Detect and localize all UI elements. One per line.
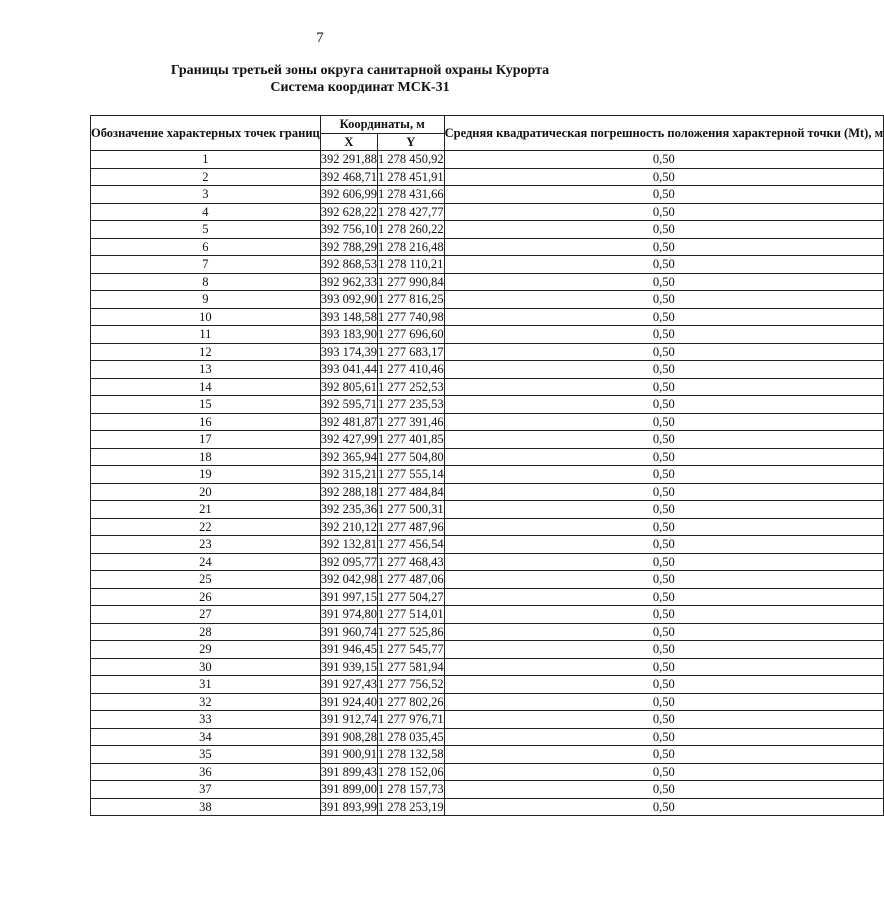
cell-x: 393 148,58 — [320, 309, 377, 324]
cell-error: 0,50 — [444, 203, 883, 221]
table-row — [91, 483, 884, 501]
table-row — [91, 361, 884, 379]
cell-y: 1 278 035,45 — [378, 729, 444, 744]
cell-error: 0,50 — [444, 291, 883, 309]
cell-y: 1 277 235,53 — [378, 397, 444, 411]
cell-point-number: 28 — [91, 623, 321, 641]
cell-y: 1 277 504,80 — [378, 449, 444, 464]
table-row — [91, 658, 884, 676]
cell-error: 0,50 — [444, 396, 883, 414]
cell-y: 1 278 427,77 — [378, 204, 444, 219]
table-row — [91, 168, 884, 186]
table-row — [91, 588, 884, 606]
cell-error: 0,50 — [444, 343, 883, 361]
cell-x: 393 174,39 — [320, 344, 377, 359]
cell-y: 1 277 504,27 — [378, 589, 444, 604]
cell-error: 0,50 — [444, 326, 883, 344]
cell-error: 0,50 — [444, 588, 883, 606]
cell-y: 1 278 451,91 — [378, 169, 444, 184]
cell-point-number: 37 — [91, 781, 321, 799]
cell-point-number: 36 — [91, 763, 321, 781]
cell-x: 392 756,10 — [320, 222, 377, 236]
table-row — [91, 221, 884, 239]
cell-error: 0,50 — [444, 606, 883, 624]
title-line-2: Система координат МСК-31 — [270, 80, 450, 95]
cell-y: 1 278 132,58 — [378, 747, 444, 761]
cell-y: 1 277 410,46 — [378, 362, 444, 376]
cell-y: 1 278 450,92 — [378, 152, 444, 166]
cell-point-number: 29 — [91, 641, 321, 659]
cell-point-number: 20 — [91, 483, 321, 501]
cell-error: 0,50 — [444, 378, 883, 396]
cell-y: 1 277 484,84 — [378, 484, 444, 499]
cell-x: 391 893,99 — [320, 799, 377, 814]
cell-x: 392 427,99 — [320, 432, 377, 446]
table-row — [91, 641, 884, 659]
cell-point-number: 10 — [91, 308, 321, 326]
table-row — [91, 273, 884, 291]
table-row — [91, 203, 884, 221]
cell-point-number: 9 — [91, 291, 321, 309]
cell-error: 0,50 — [444, 466, 883, 484]
cell-x: 392 315,21 — [320, 467, 377, 481]
cell-y: 1 277 525,86 — [378, 624, 444, 639]
cell-error: 0,50 — [444, 781, 883, 799]
cell-y: 1 277 401,85 — [378, 432, 444, 446]
cell-error: 0,50 — [444, 763, 883, 781]
cell-error: 0,50 — [444, 728, 883, 746]
cell-x: 392 788,29 — [320, 239, 377, 254]
cell-x: 391 927,43 — [320, 677, 377, 691]
cell-y: 1 277 487,06 — [378, 572, 444, 586]
cell-y: 1 277 990,84 — [378, 274, 444, 289]
cell-x: 391 960,74 — [320, 624, 377, 639]
cell-x: 392 805,61 — [320, 379, 377, 394]
cell-x: 392 595,71 — [320, 397, 377, 411]
table-row — [91, 431, 884, 449]
cell-y: 1 278 253,19 — [378, 799, 444, 814]
cell-y: 1 278 157,73 — [378, 782, 444, 796]
header-error: Средняя квадратическая погрешность положения характерной точки (Mt), м — [444, 116, 883, 151]
table-row — [91, 326, 884, 344]
table-row — [91, 448, 884, 466]
table-row — [91, 781, 884, 799]
cell-y: 1 277 581,94 — [378, 659, 444, 674]
cell-point-number: 4 — [91, 203, 321, 221]
cell-point-number: 38 — [91, 798, 321, 816]
cell-y: 1 277 976,71 — [378, 712, 444, 726]
cell-point-number: 13 — [91, 361, 321, 379]
cell-point-number: 5 — [91, 221, 321, 239]
cell-x: 392 095,77 — [320, 554, 377, 569]
cell-point-number: 27 — [91, 606, 321, 624]
table-row — [91, 256, 884, 274]
cell-y: 1 277 740,98 — [378, 309, 444, 324]
table-row — [91, 151, 884, 169]
cell-x: 391 946,45 — [320, 642, 377, 656]
cell-y: 1 278 216,48 — [378, 239, 444, 254]
cell-error: 0,50 — [444, 501, 883, 519]
cell-point-number: 33 — [91, 711, 321, 729]
cell-point-number: 3 — [91, 186, 321, 204]
cell-x: 391 939,15 — [320, 659, 377, 674]
cell-point-number: 14 — [91, 378, 321, 396]
table-row — [91, 501, 884, 519]
header-x: X — [320, 133, 377, 151]
table-row — [91, 518, 884, 536]
table-row — [91, 728, 884, 746]
table-row — [91, 536, 884, 554]
table-row — [91, 413, 884, 431]
cell-error: 0,50 — [444, 658, 883, 676]
cell-error: 0,50 — [444, 623, 883, 641]
table-row — [91, 676, 884, 694]
cell-point-number: 18 — [91, 448, 321, 466]
cell-error: 0,50 — [444, 553, 883, 571]
cell-point-number: 22 — [91, 518, 321, 536]
cell-point-number: 2 — [91, 168, 321, 186]
table-row — [91, 291, 884, 309]
table-row — [91, 378, 884, 396]
cell-error: 0,50 — [444, 308, 883, 326]
cell-y: 1 278 260,22 — [378, 222, 444, 236]
cell-point-number: 31 — [91, 676, 321, 694]
table-body — [91, 151, 884, 816]
cell-error: 0,50 — [444, 798, 883, 816]
cell-y: 1 277 456,54 — [378, 537, 444, 551]
cell-x: 392 288,18 — [320, 484, 377, 499]
cell-y: 1 277 514,01 — [378, 607, 444, 621]
cell-x: 392 606,99 — [320, 187, 377, 201]
cell-error: 0,50 — [444, 518, 883, 536]
cell-x: 391 908,28 — [320, 729, 377, 744]
cell-error: 0,50 — [444, 151, 883, 169]
header-y: Y — [378, 133, 445, 151]
table-row — [91, 798, 884, 816]
cell-y: 1 277 555,14 — [378, 467, 444, 481]
page-number: 7 — [316, 30, 324, 46]
cell-y: 1 277 391,46 — [378, 414, 444, 429]
cell-x: 391 997,15 — [320, 589, 377, 604]
table-row — [91, 466, 884, 484]
cell-x: 391 899,00 — [320, 782, 377, 796]
cell-point-number: 32 — [91, 693, 321, 711]
cell-x: 392 962,33 — [320, 274, 377, 289]
cell-y: 1 277 487,96 — [378, 519, 444, 534]
cell-x: 392 868,53 — [320, 257, 377, 271]
cell-error: 0,50 — [444, 483, 883, 501]
table-row — [91, 711, 884, 729]
table-row — [91, 343, 884, 361]
cell-error: 0,50 — [444, 676, 883, 694]
table-row — [91, 763, 884, 781]
document-title — [0, 62, 640, 96]
cell-error: 0,50 — [444, 221, 883, 239]
cell-x: 392 481,87 — [320, 414, 377, 429]
cell-point-number: 30 — [91, 658, 321, 676]
table-row — [91, 308, 884, 326]
cell-x: 392 291,88 — [320, 152, 377, 166]
cell-error: 0,50 — [444, 238, 883, 256]
cell-point-number: 24 — [91, 553, 321, 571]
cell-point-number: 21 — [91, 501, 321, 519]
cell-x: 392 468,71 — [320, 169, 377, 184]
cell-x: 392 132,81 — [320, 537, 377, 551]
cell-point-number: 17 — [91, 431, 321, 449]
cell-error: 0,50 — [444, 256, 883, 274]
cell-y: 1 277 816,25 — [378, 292, 444, 306]
cell-y: 1 278 110,21 — [378, 257, 444, 271]
cell-point-number: 12 — [91, 343, 321, 361]
cell-x: 391 900,91 — [320, 747, 377, 761]
cell-point-number: 1 — [91, 151, 321, 169]
cell-point-number: 35 — [91, 746, 321, 764]
cell-y: 1 277 468,43 — [378, 554, 444, 569]
cell-x: 391 899,43 — [320, 764, 377, 779]
cell-point-number: 16 — [91, 413, 321, 431]
cell-error: 0,50 — [444, 273, 883, 291]
cell-point-number: 6 — [91, 238, 321, 256]
title-line-1: Границы третьей зоны округа санитарной охраны Курорта — [170, 63, 550, 78]
cell-error: 0,50 — [444, 711, 883, 729]
cell-point-number: 23 — [91, 536, 321, 554]
cell-error: 0,50 — [444, 693, 883, 711]
cell-error: 0,50 — [444, 571, 883, 589]
cell-x: 393 183,90 — [320, 327, 377, 341]
cell-error: 0,50 — [444, 641, 883, 659]
cell-point-number: 15 — [91, 396, 321, 414]
cell-x: 391 974,80 — [320, 607, 377, 621]
header-point: Обозначение характерных точек границ — [91, 116, 321, 151]
cell-point-number: 19 — [91, 466, 321, 484]
cell-x: 393 092,90 — [320, 292, 377, 306]
table-row — [91, 186, 884, 204]
header-coordinates: Координаты, м — [320, 116, 444, 134]
cell-point-number: 26 — [91, 588, 321, 606]
cell-error: 0,50 — [444, 413, 883, 431]
cell-x: 392 365,94 — [320, 449, 377, 464]
cell-error: 0,50 — [444, 186, 883, 204]
table-row — [91, 746, 884, 764]
cell-x: 392 210,12 — [320, 519, 377, 534]
cell-y: 1 277 696,60 — [378, 327, 444, 341]
table-row — [91, 623, 884, 641]
cell-error: 0,50 — [444, 168, 883, 186]
cell-x: 391 924,40 — [320, 694, 377, 709]
cell-y: 1 277 802,26 — [378, 694, 444, 709]
table-row — [91, 396, 884, 414]
cell-x: 392 235,36 — [320, 502, 377, 516]
cell-error: 0,50 — [444, 536, 883, 554]
cell-error: 0,50 — [444, 448, 883, 466]
table-row — [91, 571, 884, 589]
cell-y: 1 278 152,06 — [378, 764, 444, 779]
cell-x: 392 628,22 — [320, 204, 377, 219]
cell-y: 1 277 756,52 — [378, 677, 444, 691]
cell-point-number: 25 — [91, 571, 321, 589]
cell-error: 0,50 — [444, 746, 883, 764]
cell-x: 391 912,74 — [320, 712, 377, 726]
coordinates-table — [90, 115, 884, 816]
table-row — [91, 693, 884, 711]
cell-y: 1 278 431,66 — [378, 187, 444, 201]
cell-point-number: 8 — [91, 273, 321, 291]
table-row — [91, 553, 884, 571]
cell-y: 1 277 545,77 — [378, 642, 444, 656]
cell-point-number: 7 — [91, 256, 321, 274]
cell-point-number: 11 — [91, 326, 321, 344]
table-row — [91, 606, 884, 624]
cell-x: 393 041,44 — [320, 362, 377, 376]
cell-error: 0,50 — [444, 361, 883, 379]
cell-y: 1 277 252,53 — [378, 379, 444, 394]
cell-x: 392 042,98 — [320, 572, 377, 586]
cell-error: 0,50 — [444, 431, 883, 449]
cell-y: 1 277 500,31 — [378, 502, 444, 516]
cell-y: 1 277 683,17 — [378, 344, 444, 359]
table-row — [91, 238, 884, 256]
cell-point-number: 34 — [91, 728, 321, 746]
